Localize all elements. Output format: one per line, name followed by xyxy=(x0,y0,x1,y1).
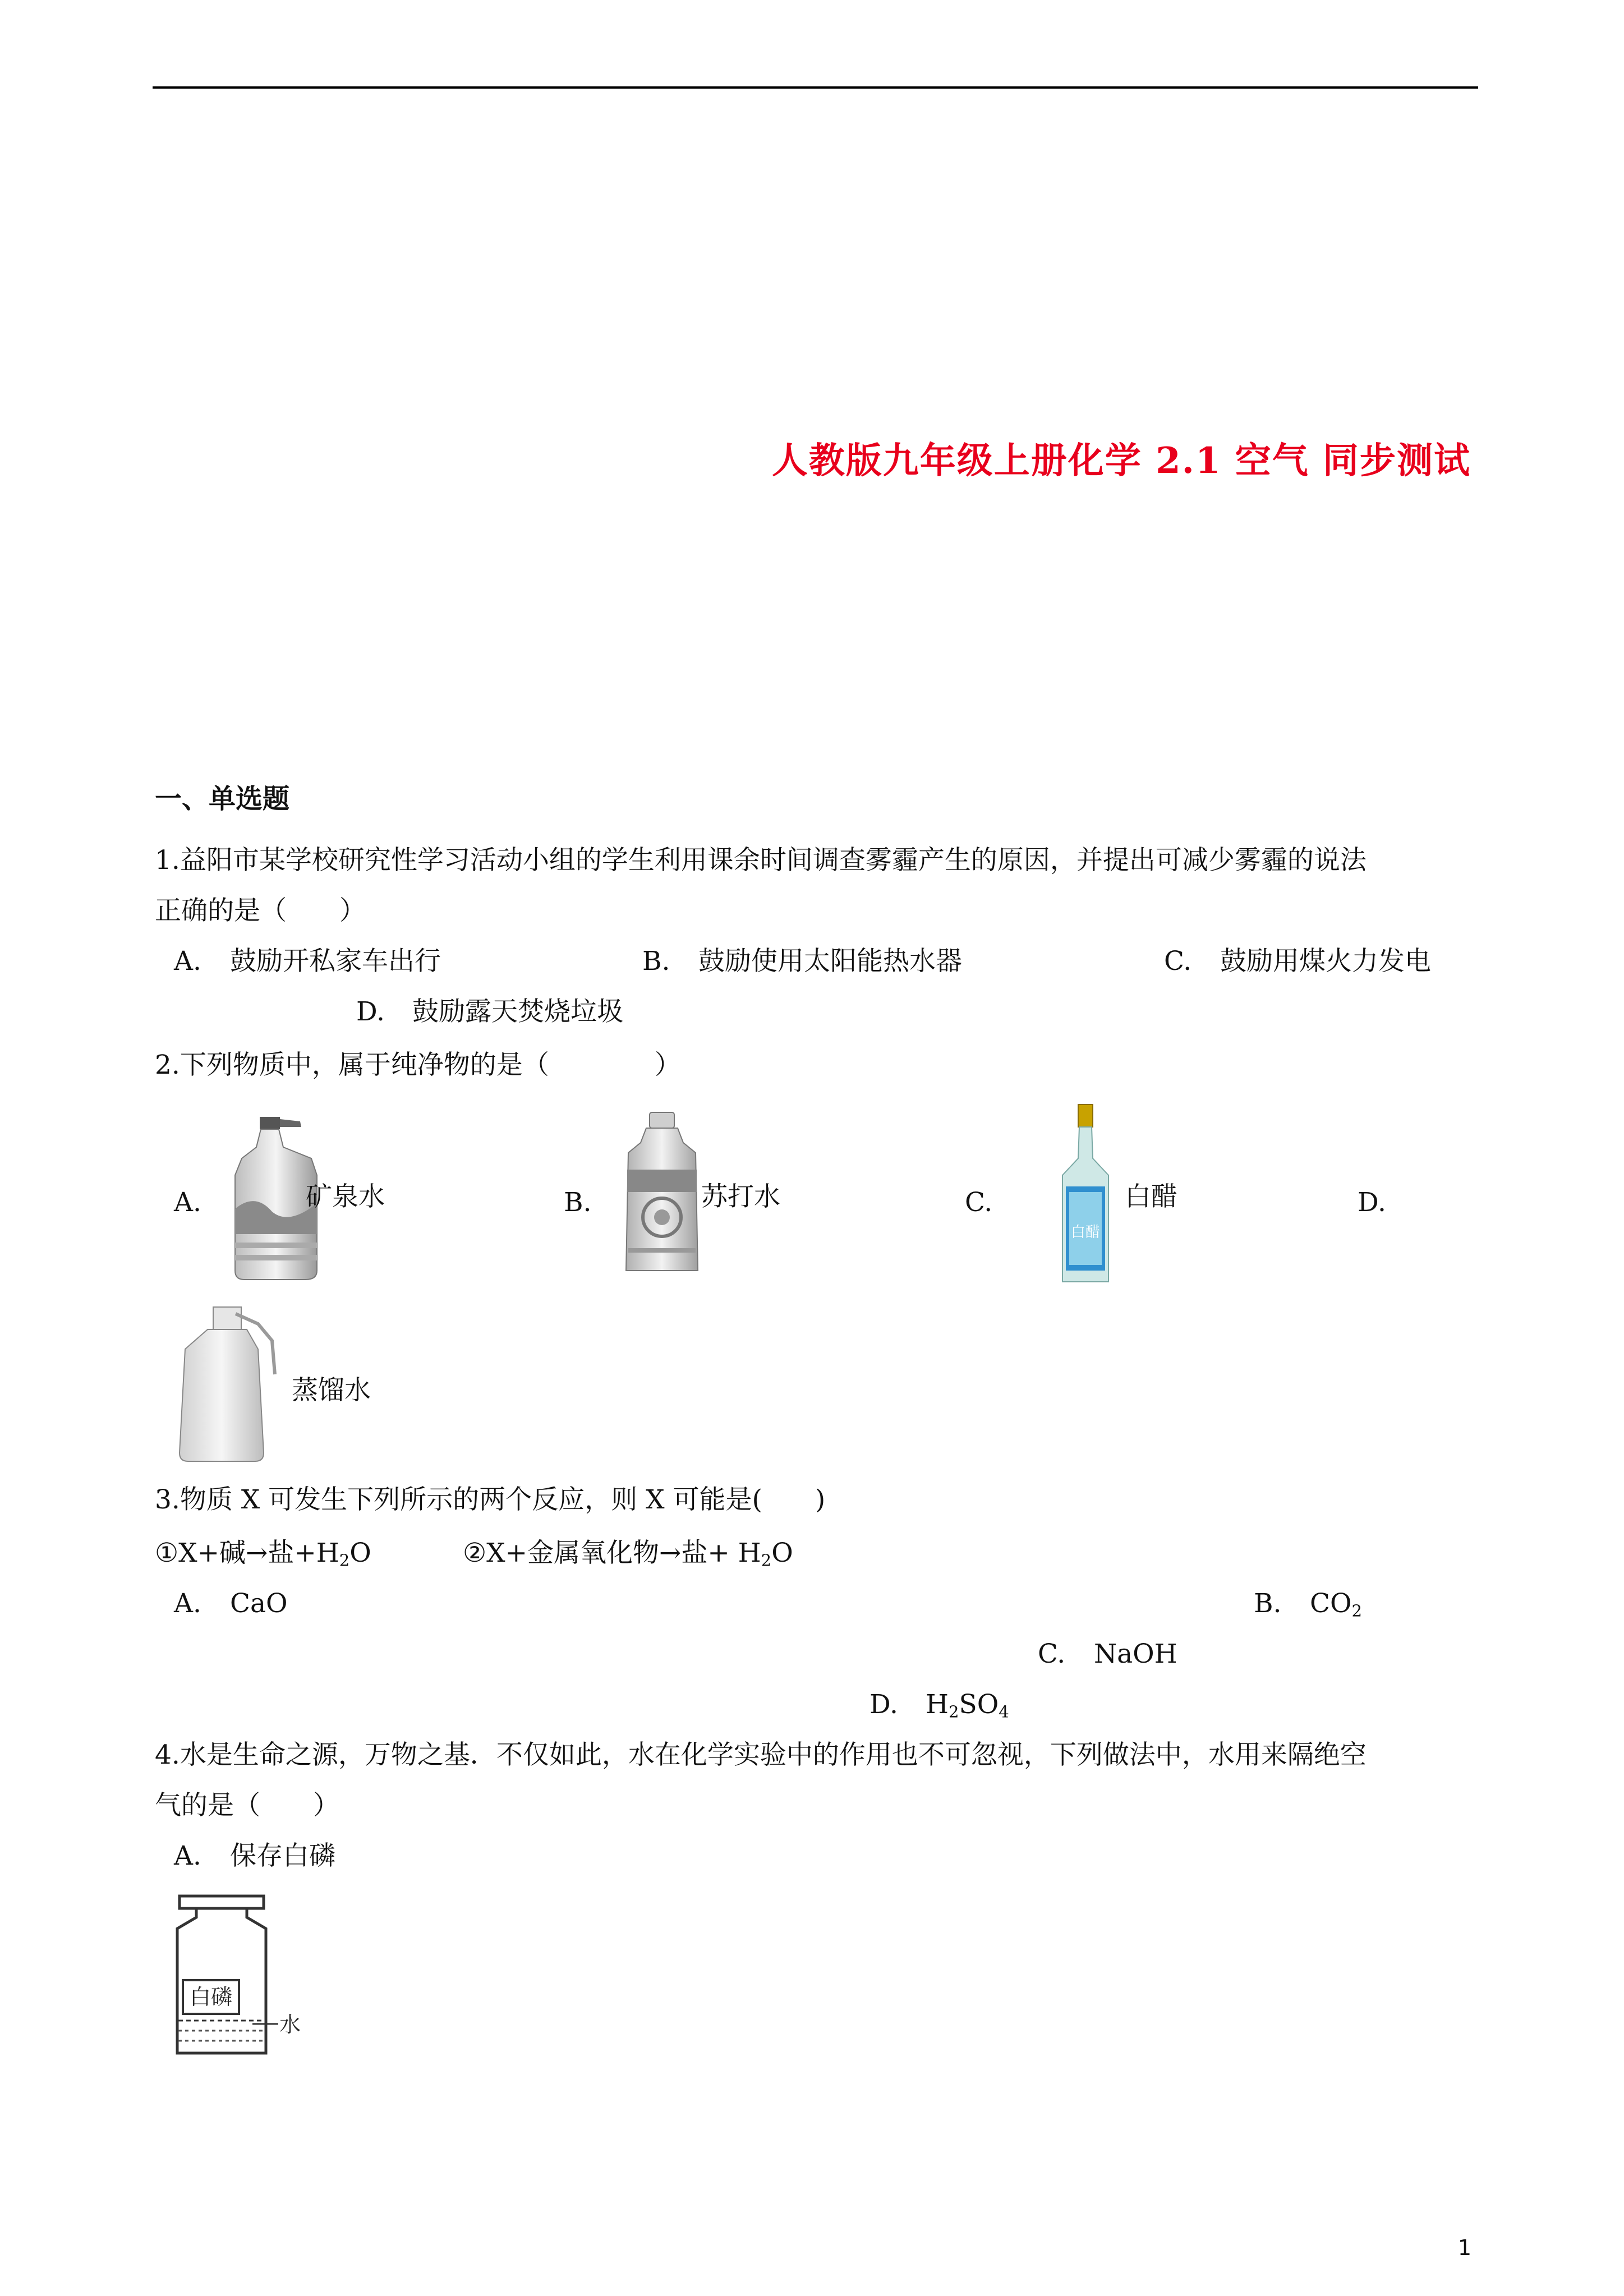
option-subscript-2: 4 xyxy=(999,1702,1009,1722)
option-text: 鼓励露天焚烧垃圾 xyxy=(412,996,623,1027)
white-vinegar-bottle-image xyxy=(1055,1102,1116,1287)
q3-reaction-1 xyxy=(155,1540,371,1568)
water-label-text: 水 xyxy=(279,2012,301,2037)
q2-option-b-letter[interactable]: B. xyxy=(564,1187,592,1218)
vinegar-label-text: 白醋 xyxy=(1070,1224,1101,1241)
q1-option-b[interactable] xyxy=(642,946,962,977)
white-phosphorus-jar-figure xyxy=(168,1890,303,2059)
option-subscript: 2 xyxy=(1351,1601,1363,1621)
reaction1-suffix: O xyxy=(349,1538,371,1568)
option-text-2: SO xyxy=(959,1689,999,1720)
page-number: 1 xyxy=(1457,2235,1471,2260)
q3-option-d[interactable] xyxy=(869,1691,1009,1720)
option-letter: D. xyxy=(356,996,385,1027)
q4-stem-line2: 气的是（ ） xyxy=(155,1790,339,1821)
q3-stem: 3.物质 X 可发生下列所示的两个反应，则 X 可能是( ) xyxy=(155,1484,826,1515)
option-text: H xyxy=(926,1689,949,1720)
option-subscript: 2 xyxy=(949,1702,959,1722)
reaction2-suffix: O xyxy=(771,1538,793,1568)
option-letter: D. xyxy=(869,1689,898,1720)
q2-option-a-text: 矿泉水 xyxy=(306,1181,385,1212)
q4-stem-line1: 4.水是生命之源，万物之基．不仅如此，水在化学实验中的作用也不可忽视，下列做法中，水用来隔绝空 xyxy=(155,1740,1367,1770)
q2-option-b-text: 苏打水 xyxy=(701,1181,780,1212)
q2-option-c-letter[interactable]: C. xyxy=(965,1187,993,1218)
section-heading: 一、单选题 xyxy=(155,783,290,815)
q2-option-a-letter[interactable]: A. xyxy=(174,1187,201,1218)
q2-option-c-text: 白醋 xyxy=(1125,1181,1177,1212)
reaction1-prefix: ①X+碱→盐+H xyxy=(155,1538,339,1568)
soda-water-bottle-image xyxy=(617,1108,707,1276)
option-text: CaO xyxy=(230,1588,288,1619)
q1-option-a[interactable] xyxy=(174,946,441,977)
q1-stem-line2: 正确的是（ ） xyxy=(155,895,366,926)
option-text: 保存白磷 xyxy=(230,1841,335,1871)
option-letter: A. xyxy=(174,946,201,977)
option-text: 鼓励用煤火力发电 xyxy=(1220,946,1431,977)
option-text: 鼓励使用太阳能热水器 xyxy=(698,946,962,977)
distilled-water-bottle-image xyxy=(174,1301,297,1464)
option-letter: C. xyxy=(1164,946,1192,977)
option-text: NaOH xyxy=(1094,1639,1177,1669)
q4-option-a[interactable] xyxy=(174,1843,335,1869)
q1-option-d[interactable] xyxy=(356,996,623,1027)
option-letter: A. xyxy=(174,1841,201,1871)
document-title: 人教版九年级上册化学 2.1 空气 同步测试 xyxy=(771,440,1471,482)
q2-option-d-text: 蒸馏水 xyxy=(292,1375,371,1406)
q3-option-c[interactable] xyxy=(1038,1641,1177,1667)
reaction1-sub: 2 xyxy=(339,1550,350,1570)
q1-option-c[interactable] xyxy=(1164,946,1431,977)
option-letter: B. xyxy=(1254,1588,1282,1619)
option-letter: C. xyxy=(1038,1639,1066,1669)
reaction2-prefix: ②X+金属氧化物→盐+ H xyxy=(463,1538,761,1568)
q2-option-d-letter[interactable]: D. xyxy=(1358,1187,1386,1218)
jar-label-text: 白磷 xyxy=(189,1985,233,2009)
q3-option-b[interactable] xyxy=(1254,1590,1362,1619)
option-text: 鼓励开私家车出行 xyxy=(230,946,441,977)
q1-stem-line1: 1.益阳市某学校研究性学习活动小组的学生利用课余时间调查雾霾产生的原因，并提出可减少雾霾的说法 xyxy=(155,845,1367,876)
option-text: CO xyxy=(1310,1588,1352,1619)
q3-reaction-2 xyxy=(463,1540,793,1568)
header-rule xyxy=(153,86,1478,89)
q2-stem: 2.下列物质中，属于纯净物的是（ ） xyxy=(155,1050,681,1080)
q3-option-a[interactable] xyxy=(174,1590,288,1617)
reaction2-sub: 2 xyxy=(761,1550,772,1570)
option-letter: B. xyxy=(642,946,670,977)
option-letter: A. xyxy=(174,1588,201,1619)
